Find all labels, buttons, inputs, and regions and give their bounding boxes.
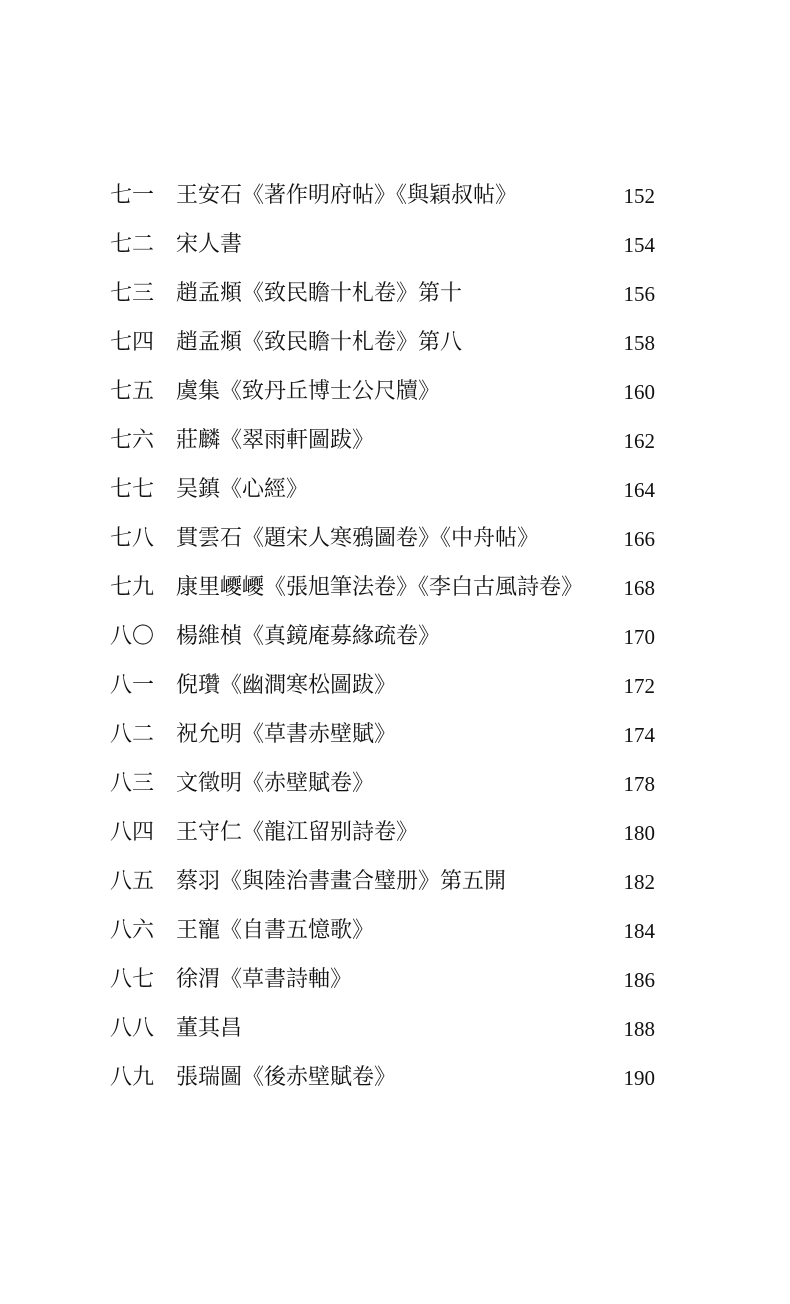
entry-number: 八八 bbox=[110, 1016, 155, 1041]
entry-number: 七九 bbox=[110, 575, 155, 600]
entry-page-number: 180 bbox=[623, 821, 655, 845]
entry-page-number: 174 bbox=[623, 723, 655, 747]
toc-entry[interactable] bbox=[110, 321, 655, 370]
entry-page-number: 170 bbox=[623, 625, 655, 649]
toc-entry[interactable] bbox=[110, 811, 655, 860]
entry-number: 七八 bbox=[110, 526, 155, 551]
entry-number: 八一 bbox=[110, 673, 155, 698]
entry-number: 七五 bbox=[110, 379, 155, 404]
entry-title: 虞集《致丹丘博士公尺牘》 bbox=[176, 379, 441, 404]
entry-page-number: 166 bbox=[623, 527, 655, 551]
entry-page-number: 162 bbox=[623, 429, 655, 453]
toc-entry[interactable] bbox=[110, 223, 655, 272]
entry-title: 趙孟頫《致民瞻十札卷》第八 bbox=[176, 330, 463, 355]
toc-entry[interactable] bbox=[110, 713, 655, 762]
entry-number: 八九 bbox=[110, 1065, 155, 1090]
toc-entry[interactable] bbox=[110, 468, 655, 517]
entry-title: 康里巎巎《張旭筆法卷》《李白古風詩卷》 bbox=[176, 575, 584, 600]
entry-title: 楊維楨《真鏡庵募緣疏卷》 bbox=[176, 624, 441, 649]
toc-entry[interactable] bbox=[110, 370, 655, 419]
entry-page-number: 184 bbox=[623, 919, 655, 943]
entry-title: 王寵《自書五憶歌》 bbox=[176, 918, 375, 943]
entry-page-number: 152 bbox=[623, 184, 655, 208]
entry-page-number: 188 bbox=[623, 1017, 655, 1041]
entry-number: 八六 bbox=[110, 918, 155, 943]
entry-number: 八五 bbox=[110, 869, 155, 894]
entry-title: 王守仁《龍江留别詩卷》 bbox=[176, 820, 419, 845]
entry-title: 王安石《著作明府帖》《與穎叔帖》 bbox=[176, 183, 518, 208]
entry-number: 八〇 bbox=[110, 624, 155, 649]
entry-title: 趙孟頫《致民瞻十札卷》第十 bbox=[176, 281, 463, 306]
entry-title: 祝允明《草書赤壁賦》 bbox=[176, 722, 397, 747]
entry-number: 八七 bbox=[110, 967, 155, 992]
entry-number: 八二 bbox=[110, 722, 155, 747]
toc-entry[interactable] bbox=[110, 517, 655, 566]
entry-number: 七一 bbox=[110, 183, 155, 208]
entry-number: 七七 bbox=[110, 477, 155, 502]
entry-number: 七六 bbox=[110, 428, 155, 453]
entry-page-number: 190 bbox=[623, 1066, 655, 1090]
entry-page-number: 160 bbox=[623, 380, 655, 404]
entry-page-number: 168 bbox=[623, 576, 655, 600]
toc-entry[interactable] bbox=[110, 419, 655, 468]
entry-title: 貫雲石《題宋人寒鴉圖卷》《中舟帖》 bbox=[176, 526, 540, 551]
entry-title: 張瑞圖《後赤壁賦卷》 bbox=[176, 1065, 397, 1090]
entry-title: 文徵明《赤壁賦卷》 bbox=[176, 771, 375, 796]
entry-number: 八三 bbox=[110, 771, 155, 796]
entry-number: 八四 bbox=[110, 820, 155, 845]
entry-page-number: 154 bbox=[623, 233, 655, 257]
entry-page-number: 182 bbox=[623, 870, 655, 894]
toc-entry[interactable] bbox=[110, 860, 655, 909]
toc-entry[interactable] bbox=[110, 615, 655, 664]
entry-page-number: 164 bbox=[623, 478, 655, 502]
entry-title: 蔡羽《與陸治書畫合璧册》第五開 bbox=[176, 869, 507, 894]
toc-entry[interactable] bbox=[110, 664, 655, 713]
toc-entry[interactable] bbox=[110, 762, 655, 811]
entry-number: 七二 bbox=[110, 232, 155, 257]
entry-title: 董其昌 bbox=[176, 1016, 243, 1041]
toc-entry[interactable] bbox=[110, 958, 655, 1007]
entry-number: 七四 bbox=[110, 330, 155, 355]
entry-title: 莊麟《翠雨軒圖跋》 bbox=[176, 428, 375, 453]
toc-entry[interactable] bbox=[110, 566, 655, 615]
entry-title: 宋人書 bbox=[176, 232, 243, 257]
toc-entry[interactable] bbox=[110, 1056, 655, 1105]
entry-title: 倪瓚《幽澗寒松圖跋》 bbox=[176, 673, 397, 698]
entry-page-number: 172 bbox=[623, 674, 655, 698]
entry-title: 吴鎮《心經》 bbox=[176, 477, 309, 502]
toc-entry[interactable] bbox=[110, 174, 655, 223]
entry-number: 七三 bbox=[110, 281, 155, 306]
entry-title: 徐渭《草書詩軸》 bbox=[176, 967, 353, 992]
toc-entry[interactable] bbox=[110, 1007, 655, 1056]
toc-entry[interactable] bbox=[110, 272, 655, 321]
entry-page-number: 158 bbox=[623, 331, 655, 355]
table-of-contents bbox=[110, 174, 655, 1105]
entry-page-number: 186 bbox=[623, 968, 655, 992]
entry-page-number: 156 bbox=[623, 282, 655, 306]
toc-entry[interactable] bbox=[110, 909, 655, 958]
entry-page-number: 178 bbox=[623, 772, 655, 796]
